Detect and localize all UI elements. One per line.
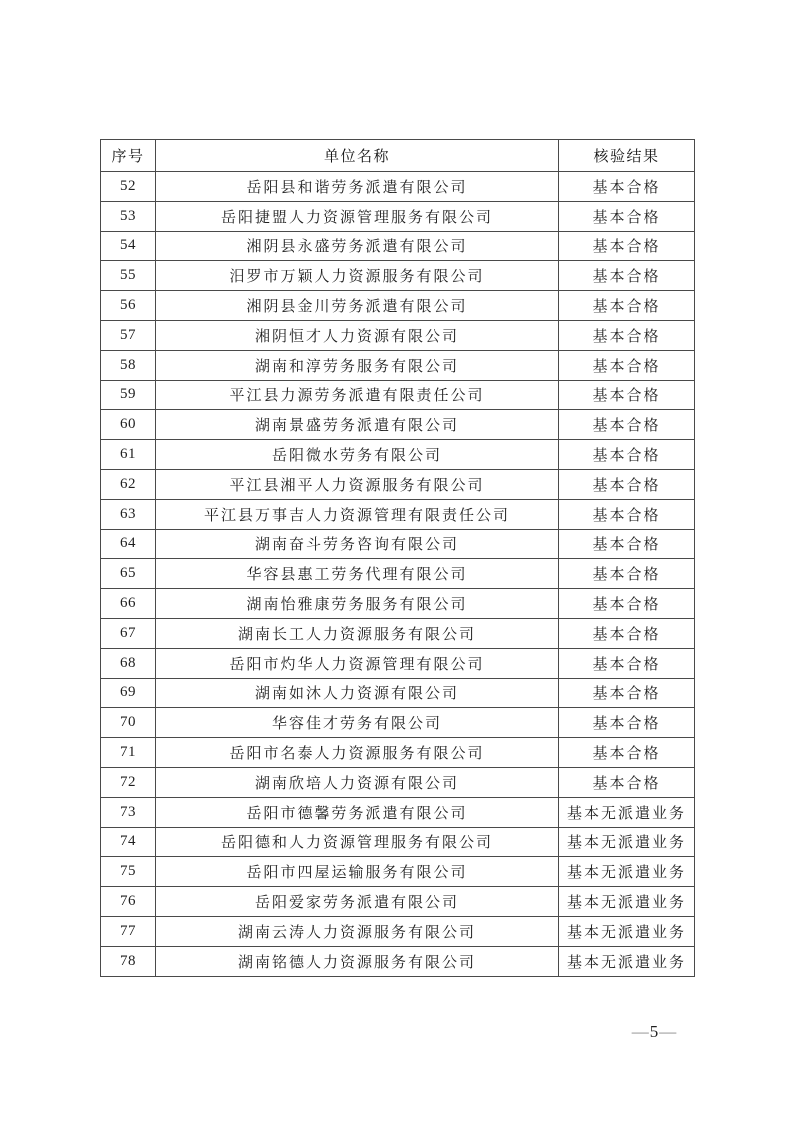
table-row xyxy=(101,559,695,589)
company-name-cell: 湘阴县金川劳务派遣有限公司 xyxy=(156,291,559,321)
row-index-cell: 76 xyxy=(101,887,156,917)
company-name-cell: 湖南云涛人力资源服务有限公司 xyxy=(156,916,559,946)
verification-result-cell: 基本合格 xyxy=(559,410,695,440)
column-header-index: 序号 xyxy=(101,140,156,172)
company-name-cell: 岳阳德和人力资源管理服务有限公司 xyxy=(156,827,559,857)
verification-result-cell: 基本合格 xyxy=(559,231,695,261)
company-name-cell: 华容佳才劳务有限公司 xyxy=(156,708,559,738)
verification-result-cell: 基本无派遣业务 xyxy=(559,797,695,827)
company-name-cell: 岳阳市灼华人力资源管理有限公司 xyxy=(156,648,559,678)
table-row xyxy=(101,172,695,202)
table-row xyxy=(101,231,695,261)
table-row xyxy=(101,916,695,946)
company-name-cell: 湖南和淳劳务服务有限公司 xyxy=(156,350,559,380)
row-index-cell: 60 xyxy=(101,410,156,440)
row-index-cell: 78 xyxy=(101,946,156,976)
verification-result-cell: 基本合格 xyxy=(559,738,695,768)
table-row xyxy=(101,291,695,321)
row-index-cell: 58 xyxy=(101,350,156,380)
verification-result-cell: 基本合格 xyxy=(559,261,695,291)
company-name-cell: 湖南奋斗劳务咨询有限公司 xyxy=(156,529,559,559)
company-name-cell: 汨罗市万颖人力资源服务有限公司 xyxy=(156,261,559,291)
company-name-cell: 湖南如沐人力资源有限公司 xyxy=(156,678,559,708)
verification-result-cell: 基本合格 xyxy=(559,320,695,350)
row-index-cell: 66 xyxy=(101,589,156,619)
verification-result-cell: 基本合格 xyxy=(559,440,695,470)
table-row xyxy=(101,440,695,470)
table-row xyxy=(101,201,695,231)
company-name-cell: 平江县万事吉人力资源管理有限责任公司 xyxy=(156,499,559,529)
table-row xyxy=(101,648,695,678)
page-number-value: 5 xyxy=(649,1022,659,1041)
company-name-cell: 岳阳市名泰人力资源服务有限公司 xyxy=(156,738,559,768)
row-index-cell: 52 xyxy=(101,172,156,202)
row-index-cell: 67 xyxy=(101,618,156,648)
row-index-cell: 64 xyxy=(101,529,156,559)
page-number-dash-left: — xyxy=(631,1022,649,1041)
verification-result-cell: 基本合格 xyxy=(559,678,695,708)
table-row xyxy=(101,827,695,857)
verification-result-cell: 基本无派遣业务 xyxy=(559,827,695,857)
table-row xyxy=(101,708,695,738)
row-index-cell: 71 xyxy=(101,738,156,768)
verification-result-cell: 基本无派遣业务 xyxy=(559,887,695,917)
row-index-cell: 53 xyxy=(101,201,156,231)
verification-result-cell: 基本合格 xyxy=(559,172,695,202)
column-header-unit-name: 单位名称 xyxy=(156,140,559,172)
page-number xyxy=(616,1021,692,1043)
verification-result-cell: 基本合格 xyxy=(559,529,695,559)
row-index-cell: 57 xyxy=(101,320,156,350)
table-row xyxy=(101,261,695,291)
table-row xyxy=(101,738,695,768)
table-row xyxy=(101,469,695,499)
verification-result-cell: 基本合格 xyxy=(559,499,695,529)
verification-result-cell: 基本合格 xyxy=(559,201,695,231)
table-row xyxy=(101,678,695,708)
verification-result-cell: 基本无派遣业务 xyxy=(559,946,695,976)
table-row xyxy=(101,410,695,440)
verification-result-cell: 基本无派遣业务 xyxy=(559,916,695,946)
table-row xyxy=(101,767,695,797)
company-name-cell: 岳阳县和谐劳务派遣有限公司 xyxy=(156,172,559,202)
row-index-cell: 56 xyxy=(101,291,156,321)
table-row xyxy=(101,589,695,619)
verification-result-cell: 基本合格 xyxy=(559,618,695,648)
row-index-cell: 77 xyxy=(101,916,156,946)
row-index-cell: 69 xyxy=(101,678,156,708)
company-name-cell: 湘阴恒才人力资源有限公司 xyxy=(156,320,559,350)
company-name-cell: 湖南景盛劳务派遣有限公司 xyxy=(156,410,559,440)
verification-result-cell: 基本合格 xyxy=(559,559,695,589)
company-name-cell: 湖南怡雅康劳务服务有限公司 xyxy=(156,589,559,619)
company-name-cell: 湖南长工人力资源服务有限公司 xyxy=(156,618,559,648)
company-name-cell: 湖南铭德人力资源服务有限公司 xyxy=(156,946,559,976)
row-index-cell: 61 xyxy=(101,440,156,470)
company-name-cell: 湖南欣培人力资源有限公司 xyxy=(156,767,559,797)
company-name-cell: 华容县惠工劳务代理有限公司 xyxy=(156,559,559,589)
page-number-dash-right: — xyxy=(659,1022,677,1041)
company-name-cell: 湘阴县永盛劳务派遣有限公司 xyxy=(156,231,559,261)
table-row xyxy=(101,887,695,917)
company-name-cell: 岳阳市四屋运输服务有限公司 xyxy=(156,857,559,887)
table-row xyxy=(101,946,695,976)
row-index-cell: 59 xyxy=(101,380,156,410)
table-header-row xyxy=(101,140,695,172)
row-index-cell: 62 xyxy=(101,469,156,499)
company-name-cell: 岳阳爱家劳务派遣有限公司 xyxy=(156,887,559,917)
verification-result-cell: 基本合格 xyxy=(559,767,695,797)
row-index-cell: 73 xyxy=(101,797,156,827)
verification-result-cell: 基本无派遣业务 xyxy=(559,857,695,887)
verification-result-cell: 基本合格 xyxy=(559,350,695,380)
row-index-cell: 75 xyxy=(101,857,156,887)
row-index-cell: 63 xyxy=(101,499,156,529)
table-row xyxy=(101,350,695,380)
verification-result-cell: 基本合格 xyxy=(559,469,695,499)
row-index-cell: 55 xyxy=(101,261,156,291)
table-row xyxy=(101,380,695,410)
company-name-cell: 岳阳捷盟人力资源管理服务有限公司 xyxy=(156,201,559,231)
table-row xyxy=(101,499,695,529)
table-row xyxy=(101,797,695,827)
table-row xyxy=(101,857,695,887)
table-row xyxy=(101,618,695,648)
verification-result-cell: 基本合格 xyxy=(559,708,695,738)
row-index-cell: 70 xyxy=(101,708,156,738)
table-row xyxy=(101,320,695,350)
verification-result-cell: 基本合格 xyxy=(559,291,695,321)
verification-result-table xyxy=(100,139,695,977)
row-index-cell: 68 xyxy=(101,648,156,678)
company-name-cell: 岳阳微水劳务有限公司 xyxy=(156,440,559,470)
row-index-cell: 65 xyxy=(101,559,156,589)
row-index-cell: 74 xyxy=(101,827,156,857)
verification-result-cell: 基本合格 xyxy=(559,648,695,678)
column-header-verification-result: 核验结果 xyxy=(559,140,695,172)
company-name-cell: 岳阳市德馨劳务派遣有限公司 xyxy=(156,797,559,827)
verification-result-cell: 基本合格 xyxy=(559,380,695,410)
company-name-cell: 平江县湘平人力资源服务有限公司 xyxy=(156,469,559,499)
row-index-cell: 72 xyxy=(101,767,156,797)
company-name-cell: 平江县力源劳务派遣有限责任公司 xyxy=(156,380,559,410)
verification-result-cell: 基本合格 xyxy=(559,589,695,619)
row-index-cell: 54 xyxy=(101,231,156,261)
table-row xyxy=(101,529,695,559)
